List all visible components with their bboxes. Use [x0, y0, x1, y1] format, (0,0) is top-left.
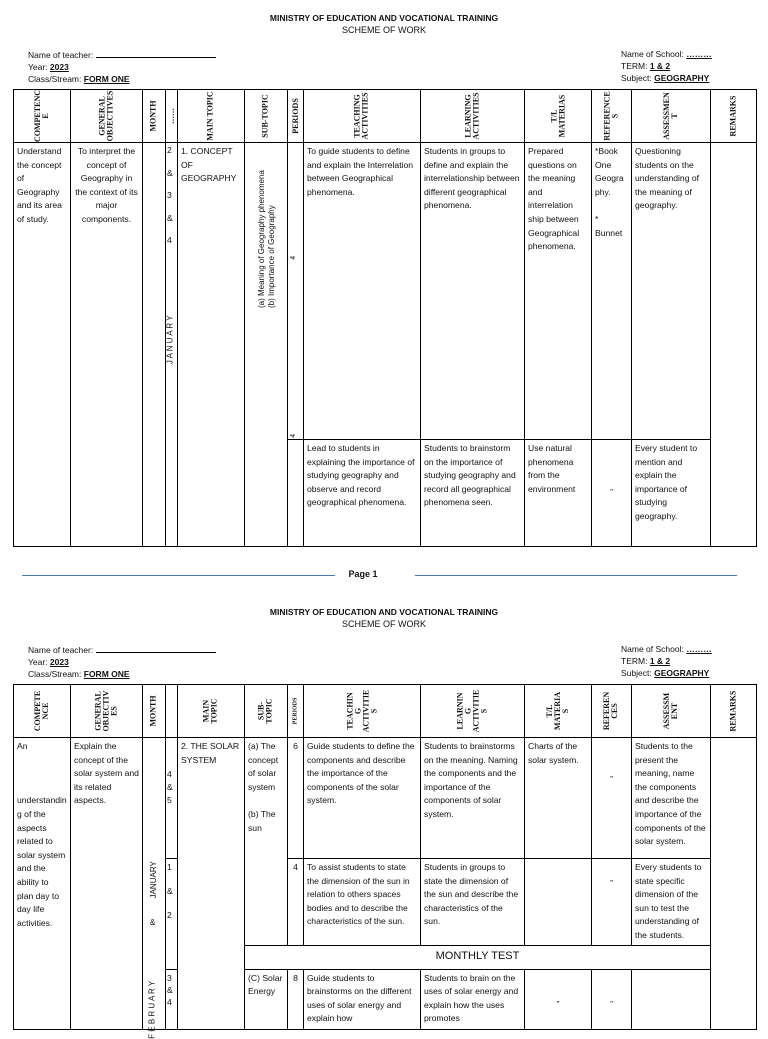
learning-cell-3: Students to brain on the uses of solar energy and explain how the uses promotes: [421, 969, 525, 1029]
subtopic-cell-1: (a) The concept of solar system (b) The sun: [245, 738, 288, 946]
weeks-cell-b: 1 & 2: [166, 859, 178, 970]
col-header-subtopic: SUB- TOPIC: [245, 685, 288, 738]
references-cell-1: *Book One Geography. * Bunnet: [592, 143, 632, 440]
col-header-remarks: REMARKS: [711, 685, 757, 738]
main-topic-cell: 1. CONCEPT OF GEOGRAPHY: [178, 143, 245, 547]
col-header-main-topic: MAIN TOPIC: [178, 90, 245, 143]
col-header-periods: PERIODS: [288, 90, 304, 143]
assessment-cell-1: Questioning students on the understanding of the meaning of geography.: [632, 143, 711, 440]
references-cell-3: ”: [592, 969, 632, 1029]
col-header-materials: T/L MATERIA S: [525, 685, 592, 738]
col-header-assessment: ASSESSM ENT: [632, 685, 711, 738]
subject-label: Subject:: [621, 73, 652, 83]
year-label: Year:: [28, 62, 48, 72]
col-header-month: MONTH: [143, 685, 166, 738]
term-value: 1 & 2: [649, 61, 671, 71]
objectives-cell: To interpret the concept of Geography in the context of its major components.: [71, 143, 143, 547]
assessment-cell-2: Every student to mention and explain the importance of studying geography.: [632, 440, 711, 547]
col-header-objectives: GENERAL OBJECTIVES: [71, 90, 143, 143]
col-header-month: MONTH: [143, 90, 166, 143]
teacher-blank: [96, 643, 216, 653]
table-row: [14, 143, 757, 440]
teaching-cell-2: Lead to students in explaining the importance of studying geography and observe and record geographical phenomena.: [304, 440, 421, 547]
page-rule-left: [22, 575, 335, 576]
weeks-cell-c: 3 & 4: [166, 969, 178, 1029]
school-label: Name of School:: [621, 49, 684, 59]
month-january: JANUARY: [148, 861, 158, 899]
competence-cell: Understand the concept of Geography and its area of study.: [14, 143, 71, 547]
assessment-cell-2: Every students to state specific dimension of the sun to test the understanding of the students.: [632, 859, 711, 946]
col-header-learning: LEARNING ACTIVITIES: [421, 90, 525, 143]
term-label: TERM:: [621, 61, 648, 71]
weeks-cell: 2 & 3 & 4: [166, 143, 178, 547]
objectives-cell: Explain the concept of the solar system and its related aspects.: [71, 738, 143, 1030]
table-row: [14, 738, 757, 859]
school-value: ………: [686, 49, 712, 59]
teacher-info: [28, 48, 216, 85]
references-cell-2: ”: [592, 440, 632, 547]
teaching-cell-1: Guide students to define the components and describe the importance of the components of the solar system.: [304, 738, 421, 859]
teaching-cell-2: To assist students to state the dimension of the sun in relation to others spaces bodies and to describe the characteristics of the sun.: [304, 859, 421, 946]
teacher-info: Name of teacher: Year: 2023 Class/Stream: FORM ONE: [28, 643, 216, 680]
period-cell-b: [288, 440, 304, 547]
materials-cell-2: Use natural phenomena from the environment: [525, 440, 592, 547]
periods-cell-2: 4: [288, 859, 304, 946]
monthly-test: MONTHLY TEST: [245, 945, 711, 969]
col-header-objectives: GENERAL OBJECTIV ES: [71, 685, 143, 738]
col-header-references: REFEREN CES: [592, 685, 632, 738]
month-amp: &: [150, 918, 156, 927]
period-cell-a: 4 4: [288, 143, 304, 440]
col-header-teaching: TEACHIN G ACTIVITIE S: [304, 685, 421, 738]
class-value: FORM ONE: [83, 74, 130, 84]
scheme-table-page1: [13, 89, 757, 547]
weeks-cell-a: 4 & 5: [166, 738, 178, 859]
teaching-cell-1: To guide students to define and explain the Interrelation between Geographical phenomena.: [304, 143, 421, 440]
ministry-title: MINISTRY OF EDUCATION AND VOCATIONAL TRAINING: [269, 13, 499, 23]
materials-cell-2: [525, 859, 592, 946]
col-header-competence: COMPETENC E: [14, 90, 71, 143]
col-header-subtopic: SUB-TOPIC: [245, 90, 288, 143]
remarks-cell: [711, 143, 757, 547]
col-header-assessment: ASSESSMEN T: [632, 90, 711, 143]
references-cell-2: ”: [592, 859, 632, 946]
month-cell: J A N U A R Y: [143, 143, 166, 547]
ministry-title: MINISTRY OF EDUCATION AND VOCATIONAL TRAINING: [269, 607, 499, 617]
class-label: Class/Stream:: [28, 74, 82, 84]
col-header-main-topic: MAIN TOPIC: [178, 685, 245, 738]
col-header-references: REFERENCE S: [592, 90, 632, 143]
learning-cell-2: Students to brainstorm on the importance of studying geography and record all geographical phenomena seen.: [421, 440, 525, 547]
scheme-title: SCHEME OF WORK: [341, 619, 426, 629]
header-row: [14, 685, 757, 738]
subtopic-b: (b) Importance of Geography: [267, 205, 276, 308]
scheme-title: SCHEME OF WORK: [341, 25, 426, 35]
assessment-cell-3: [632, 969, 711, 1029]
col-header-teaching: TEACHING ACTIVITIES: [304, 90, 421, 143]
learning-cell-2: Students in groups to state the dimension of the sun and describe the characteristics of the sun.: [421, 859, 525, 946]
learning-cell-1: Students to brainstorms on the meaning. Naming the components and the importance of the components of solar system.: [421, 738, 525, 859]
month-february: F E B R U A R Y: [147, 980, 157, 1039]
col-header-week: [166, 685, 178, 738]
main-topic-cell: 2. THE SOLAR SYSTEM: [178, 738, 245, 1030]
materials-cell-1: Charts of the solar system.: [525, 738, 592, 859]
subtopic-a: (a) Meaning of Geography phenomena: [257, 170, 266, 308]
subject-value: GEOGRAPHY: [654, 73, 710, 83]
col-header-periods: PERIODS: [288, 685, 304, 738]
year-value: 2023: [49, 62, 69, 72]
col-header-materials: T/L MATERIAS: [525, 90, 592, 143]
assessment-cell-1: Students to the present the meaning, name the components and describe the importance of the components of the solar system.: [632, 738, 711, 859]
remarks-cell: [711, 738, 757, 1030]
teaching-cell-3: Guide students to brainstorms on the different uses of solar energy and explain how: [304, 969, 421, 1029]
col-header-learning: LEARNIN G ACTIVITIE S: [421, 685, 525, 738]
col-header-week: ……: [166, 90, 178, 143]
school-info: [621, 48, 712, 84]
month-cell: [143, 738, 166, 1039]
scheme-table-page2: [13, 684, 757, 1039]
materials-cell-1: Prepared questions on the meaning and interrelation ship between Geographical phenomena.: [525, 143, 592, 440]
subtopic-cell: [245, 143, 288, 547]
school-info: Name of School: ……… TERM: 1 & 2 Subject: GEOGRAPHY: [621, 644, 712, 678]
subtopic-cell-3: (C) Solar Energy: [245, 969, 288, 1029]
teacher-blank: [96, 48, 216, 58]
competence-cell: An understanding of the aspects related to solar system and the ability to plan day to day life activities.: [14, 738, 71, 1030]
learning-cell-1: Students in groups to define and explain the interrelationship between different geographical phenomena.: [421, 143, 525, 440]
periods-cell-1: 6: [288, 738, 304, 859]
teacher-label: Name of teacher:: [28, 50, 94, 60]
header-row: [14, 90, 757, 143]
col-header-remarks: REMARKS: [711, 90, 757, 143]
col-header-competence: COMPETE NCE: [14, 685, 71, 738]
page-rule-right: [415, 575, 737, 576]
references-cell-1: ”: [592, 738, 632, 859]
materials-cell-3: ”: [525, 969, 592, 1029]
periods-cell-3: 8: [288, 969, 304, 1029]
page-number: Page 1: [348, 569, 378, 579]
